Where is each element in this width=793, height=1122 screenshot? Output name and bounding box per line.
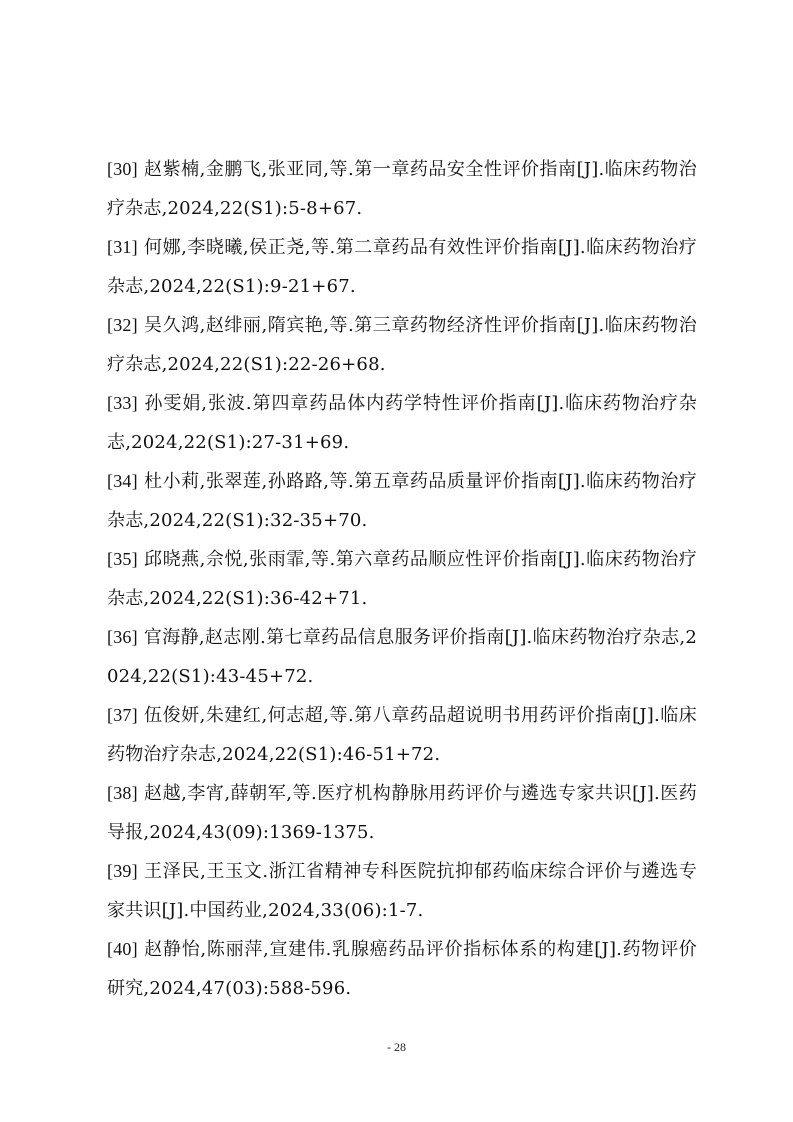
reference-item-33 [107,384,697,462]
reference-number: [31] [107,237,138,257]
reference-text: 赵静怡,陈丽萍,宣建伟.乳腺癌药品评价指标体系的构建[J].药物评价研究,2024,47(03):588-596. [107,939,697,999]
reference-number: [32] [107,315,138,335]
reference-text: 王泽民,王玉文.浙江省精神专科医院抗抑郁药临床综合评价与遴选专家共识[J].中国药业,2024,33(06):1-7. [107,861,698,921]
reference-item-36 [107,618,697,696]
reference-item-30 [107,150,697,228]
reference-item-35 [107,540,697,618]
reference-number: [30] [107,159,138,179]
reference-number: [39] [107,861,138,881]
reference-text: 杜小莉,张翠莲,孙路路,等.第五章药品质量评价指南[J].临床药物治疗杂志,2024,22(S1):32-35+70. [107,471,697,531]
reference-text: 赵越,李宵,薛朝军,等.医疗机构静脉用药评价与遴选专家共识[J].医药导报,2024,43(09):1369-1375. [107,783,697,843]
reference-number: [40] [107,939,138,959]
reference-number: [33] [107,393,138,413]
reference-text: 官海静,赵志刚.第七章药品信息服务评价指南[J].临床药物治疗杂志,2024,22(S1):43-45+72. [107,627,697,687]
reference-text: 何娜,李晓曦,侯正尧,等.第二章药品有效性评价指南[J].临床药物治疗杂志,2024,22(S1):9-21+67. [107,237,697,297]
reference-item-39 [107,852,697,930]
reference-item-40 [107,930,697,1008]
reference-number: [37] [107,705,138,725]
reference-text: 吴久鸿,赵绯丽,隋宾艳,等.第三章药物经济性评价指南[J].临床药物治疗杂志,2024,22(S1):22-26+68. [107,315,697,375]
reference-text: 伍俊妍,朱建红,何志超,等.第八章药品超说明书用药评价指南[J].临床药物治疗杂志,2024,22(S1):46-51+72. [107,705,697,765]
page-number: - 28 [387,1040,406,1054]
reference-text: 孙雯娟,张波.第四章药品体内药学特性评价指南[J].临床药物治疗杂志,2024,22(S1):27-31+69. [107,393,697,453]
reference-item-31 [107,228,697,306]
reference-item-38 [107,774,697,852]
reference-text: 赵紫楠,金鹏飞,张亚同,等.第一章药品安全性评价指南[J].临床药物治疗杂志,2024,22(S1):5-8+67. [107,159,697,219]
reference-item-34 [107,462,697,540]
reference-number: [36] [107,627,138,647]
reference-item-37 [107,696,697,774]
reference-item-32 [107,306,697,384]
reference-number: [35] [107,549,138,569]
reference-text: 邱晓燕,佘悦,张雨霏,等.第六章药品顺应性评价指南[J].临床药物治疗杂志,2024,22(S1):36-42+71. [107,549,697,609]
reference-list [107,150,697,1008]
reference-number: [34] [107,471,138,491]
reference-number: [38] [107,783,138,803]
